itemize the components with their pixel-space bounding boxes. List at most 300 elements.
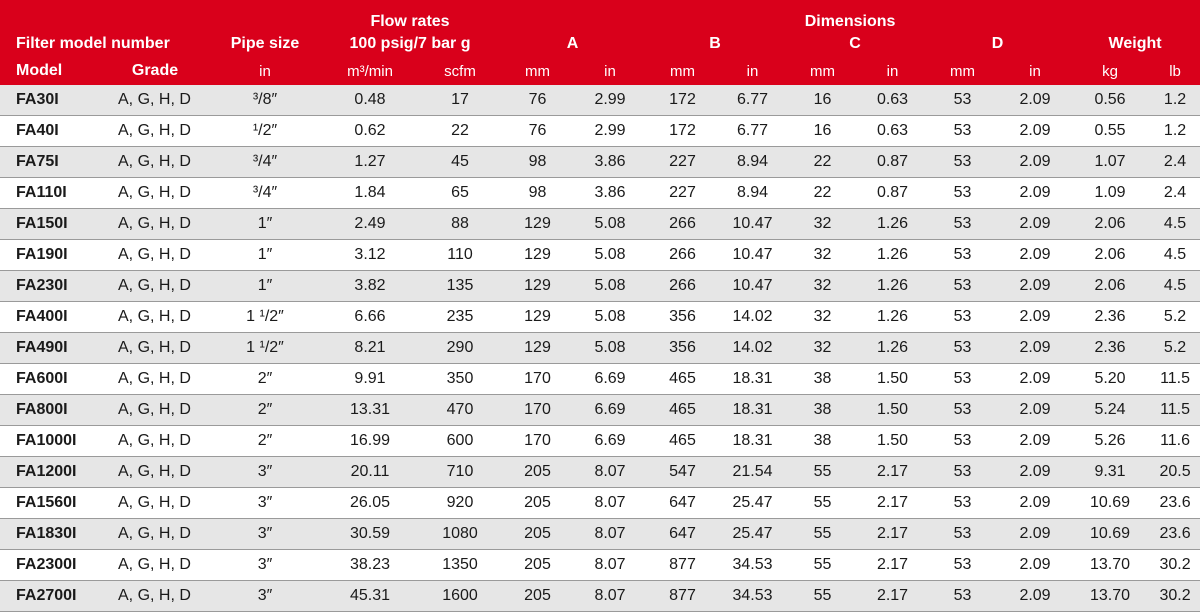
pipe-size-cell: 1″ [210,271,320,302]
c-mm-cell: 16 [785,85,860,116]
c-mm-cell: 32 [785,302,860,333]
flow-scfm-cell: 45 [420,147,500,178]
b-in-cell: 10.47 [720,240,785,271]
kg-cell: 1.09 [1070,178,1150,209]
kg-cell: 5.24 [1070,395,1150,426]
table-row [0,302,1200,333]
flow-m3-cell: 26.05 [320,488,420,519]
b-mm-cell: 877 [645,581,720,612]
c-mm-cell: 32 [785,209,860,240]
kg-unit: kg [1102,62,1118,80]
lb-cell: 30.2 [1150,581,1200,612]
b-mm-cell: 465 [645,426,720,457]
c-mm-cell: 55 [785,457,860,488]
table-row [0,457,1200,488]
table-row [0,426,1200,457]
b-in-cell: 25.47 [720,488,785,519]
grade-cell: A, G, H, D [100,364,210,395]
model-cell: FA2300I [0,550,100,581]
b-mm-cell: 356 [645,302,720,333]
a-in-cell: 8.07 [575,550,645,581]
d-in-cell: 2.09 [1000,457,1070,488]
model-cell: FA110I [0,178,100,209]
a-in-cell: 2.99 [575,85,645,116]
grade-cell: A, G, H, D [100,457,210,488]
pipe-size-cell: 3″ [210,488,320,519]
d-mm-cell: 53 [925,178,1000,209]
d-mm-unit: mm [950,62,976,80]
grade-heading: Grade [131,62,179,79]
a-mm-cell: 205 [500,550,575,581]
c-in-cell: 1.26 [860,240,925,271]
flow-m3-cell: 9.91 [320,364,420,395]
a-mm-cell: 76 [500,116,575,147]
flow-scfm-cell: 110 [420,240,500,271]
table-row [0,519,1200,550]
flow-scfm-unit: scfm [444,62,476,80]
flow-scfm-cell: 600 [420,426,500,457]
pipe-size-cell: ³/4″ [210,147,320,178]
flow-scfm-cell: 1600 [420,581,500,612]
kg-cell: 5.20 [1070,364,1150,395]
b-mm-cell: 266 [645,240,720,271]
lb-cell: 5.2 [1150,333,1200,364]
dimension-a-heading: A [566,34,579,52]
model-cell: FA1560I [0,488,100,519]
lb-cell: 5.2 [1150,302,1200,333]
kg-cell: 0.55 [1070,116,1150,147]
b-in-cell: 14.02 [720,302,785,333]
b-in-cell: 8.94 [720,178,785,209]
lb-cell: 23.6 [1150,519,1200,550]
a-in-cell: 6.69 [575,395,645,426]
b-in-cell: 10.47 [720,271,785,302]
lb-cell: 1.2 [1150,85,1200,116]
d-mm-cell: 53 [925,271,1000,302]
flow-m3-cell: 8.21 [320,333,420,364]
kg-cell: 2.06 [1070,240,1150,271]
d-mm-cell: 53 [925,395,1000,426]
b-in-cell: 10.47 [720,209,785,240]
c-mm-cell: 32 [785,271,860,302]
pipe-size-cell: 1″ [210,240,320,271]
c-mm-cell: 55 [785,488,860,519]
flow-m3-cell: 6.66 [320,302,420,333]
a-in-cell: 8.07 [575,581,645,612]
kg-cell: 1.07 [1070,147,1150,178]
pipe-size-cell: 2″ [210,364,320,395]
model-cell: FA230I [0,271,100,302]
c-in-cell: 2.17 [860,457,925,488]
c-in-cell: 0.63 [860,85,925,116]
c-mm-cell: 32 [785,240,860,271]
filter-model-number-heading: Filter model number [16,34,170,52]
table-header [0,0,1200,85]
header-row-top [0,0,1200,30]
c-in-cell: 2.17 [860,488,925,519]
model-cell: FA490I [0,333,100,364]
c-in-cell: 1.26 [860,333,925,364]
a-in-cell: 5.08 [575,271,645,302]
kg-cell: 10.69 [1070,519,1150,550]
a-mm-cell: 170 [500,426,575,457]
lb-cell: 20.5 [1150,457,1200,488]
table-row [0,333,1200,364]
table-row [0,271,1200,302]
flow-m3-cell: 1.27 [320,147,420,178]
pipe-size-cell: ³/8″ [210,85,320,116]
grade-cell: A, G, H, D [100,395,210,426]
a-mm-unit: mm [525,62,551,80]
d-mm-cell: 53 [925,581,1000,612]
a-mm-cell: 129 [500,302,575,333]
b-mm-cell: 877 [645,550,720,581]
table-row [0,209,1200,240]
d-in-cell: 2.09 [1000,488,1070,519]
pipe-size-cell: 1″ [210,209,320,240]
b-in-cell: 6.77 [720,85,785,116]
table-row [0,581,1200,612]
pipe-size-heading: Pipe size [230,34,300,52]
c-mm-cell: 38 [785,426,860,457]
model-cell: FA1000I [0,426,100,457]
pipe-size-cell: 2″ [210,395,320,426]
d-in-cell: 2.09 [1000,240,1070,271]
d-mm-cell: 53 [925,426,1000,457]
table-row [0,85,1200,116]
d-mm-cell: 53 [925,488,1000,519]
flow-scfm-cell: 22 [420,116,500,147]
c-in-cell: 1.50 [860,426,925,457]
flow-m3-cell: 38.23 [320,550,420,581]
b-in-cell: 6.77 [720,116,785,147]
flow-m3-cell: 20.11 [320,457,420,488]
pipe-size-cell: 3″ [210,581,320,612]
b-mm-cell: 266 [645,271,720,302]
d-in-cell: 2.09 [1000,85,1070,116]
d-mm-cell: 53 [925,85,1000,116]
lb-cell: 11.6 [1150,426,1200,457]
c-in-cell: 2.17 [860,550,925,581]
b-in-cell: 8.94 [720,147,785,178]
pipe-size-cell: ¹/2″ [210,116,320,147]
model-heading: Model [16,62,63,79]
d-mm-cell: 53 [925,364,1000,395]
b-in-cell: 18.31 [720,395,785,426]
a-mm-cell: 205 [500,581,575,612]
b-in-cell: 34.53 [720,581,785,612]
lb-cell: 2.4 [1150,147,1200,178]
d-in-cell: 2.09 [1000,147,1070,178]
lb-cell: 30.2 [1150,550,1200,581]
kg-cell: 2.06 [1070,271,1150,302]
model-cell: FA75I [0,147,100,178]
d-in-cell: 2.09 [1000,519,1070,550]
b-mm-cell: 227 [645,178,720,209]
flow-m3-cell: 0.48 [320,85,420,116]
c-mm-cell: 55 [785,550,860,581]
flow-scfm-cell: 1350 [420,550,500,581]
kg-cell: 13.70 [1070,581,1150,612]
kg-cell: 5.26 [1070,426,1150,457]
model-cell: FA1830I [0,519,100,550]
dimension-c-heading: C [849,34,861,52]
table-body [0,85,1200,612]
kg-cell: 2.06 [1070,209,1150,240]
grade-cell: A, G, H, D [100,581,210,612]
d-in-cell: 2.09 [1000,209,1070,240]
d-mm-cell: 53 [925,550,1000,581]
b-in-cell: 34.53 [720,550,785,581]
model-cell: FA1200I [0,457,100,488]
d-mm-cell: 53 [925,116,1000,147]
lb-unit: lb [1169,62,1181,80]
a-in-cell: 3.86 [575,178,645,209]
c-in-unit: in [886,62,899,80]
d-in-cell: 2.09 [1000,271,1070,302]
flow-scfm-cell: 88 [420,209,500,240]
lb-cell: 4.5 [1150,209,1200,240]
d-in-cell: 2.09 [1000,333,1070,364]
c-in-cell: 1.26 [860,271,925,302]
grade-cell: A, G, H, D [100,550,210,581]
a-mm-cell: 129 [500,240,575,271]
a-in-cell: 2.99 [575,116,645,147]
flow-m3-cell: 30.59 [320,519,420,550]
table-row [0,395,1200,426]
b-mm-cell: 465 [645,395,720,426]
kg-cell: 10.69 [1070,488,1150,519]
pipe-size-cell: 1 ¹/2″ [210,302,320,333]
d-in-cell: 2.09 [1000,178,1070,209]
kg-cell: 2.36 [1070,302,1150,333]
b-mm-cell: 647 [645,488,720,519]
b-mm-cell: 356 [645,333,720,364]
d-in-cell: 2.09 [1000,116,1070,147]
model-cell: FA600I [0,364,100,395]
a-in-cell: 8.07 [575,488,645,519]
d-in-unit: in [1029,62,1041,80]
model-cell: FA190I [0,240,100,271]
a-in-unit: in [604,62,616,80]
b-mm-cell: 227 [645,147,720,178]
b-mm-cell: 547 [645,457,720,488]
c-mm-cell: 55 [785,581,860,612]
a-mm-cell: 98 [500,147,575,178]
b-mm-cell: 647 [645,519,720,550]
lb-cell: 2.4 [1150,178,1200,209]
a-in-cell: 6.69 [575,426,645,457]
weight-heading: Weight [1108,34,1162,52]
grade-cell: A, G, H, D [100,519,210,550]
kg-cell: 13.70 [1070,550,1150,581]
flow-m3-cell: 3.12 [320,240,420,271]
c-in-cell: 2.17 [860,581,925,612]
flow-rates-pressure-heading: 100 psig/7 bar g [349,34,471,52]
kg-cell: 2.36 [1070,333,1150,364]
grade-cell: A, G, H, D [100,209,210,240]
model-cell: FA400I [0,302,100,333]
pipe-size-cell: 3″ [210,519,320,550]
grade-cell: A, G, H, D [100,333,210,364]
b-mm-cell: 172 [645,85,720,116]
a-mm-cell: 76 [500,85,575,116]
d-in-cell: 2.09 [1000,426,1070,457]
d-in-cell: 2.09 [1000,395,1070,426]
grade-cell: A, G, H, D [100,240,210,271]
d-mm-cell: 53 [925,302,1000,333]
a-in-cell: 8.07 [575,519,645,550]
model-cell: FA800I [0,395,100,426]
d-in-cell: 2.09 [1000,550,1070,581]
d-mm-cell: 53 [925,333,1000,364]
flow-scfm-cell: 17 [420,85,500,116]
a-mm-cell: 129 [500,271,575,302]
c-in-cell: 0.63 [860,116,925,147]
grade-cell: A, G, H, D [100,302,210,333]
kg-cell: 0.56 [1070,85,1150,116]
flow-scfm-cell: 1080 [420,519,500,550]
a-in-cell: 6.69 [575,364,645,395]
a-mm-cell: 98 [500,178,575,209]
grade-cell: A, G, H, D [100,271,210,302]
a-mm-cell: 170 [500,395,575,426]
pipe-size-cell: ³/4″ [210,178,320,209]
a-mm-cell: 205 [500,457,575,488]
pipe-size-cell: 3″ [210,457,320,488]
d-mm-cell: 53 [925,240,1000,271]
grade-cell: A, G, H, D [100,116,210,147]
kg-cell: 9.31 [1070,457,1150,488]
grade-cell: A, G, H, D [100,85,210,116]
a-in-cell: 8.07 [575,457,645,488]
pipe-unit: in [259,62,271,80]
c-in-cell: 1.50 [860,364,925,395]
b-in-cell: 21.54 [720,457,785,488]
c-in-cell: 1.26 [860,302,925,333]
grade-cell: A, G, H, D [100,178,210,209]
pipe-size-cell: 2″ [210,426,320,457]
c-mm-cell: 32 [785,333,860,364]
d-in-cell: 2.09 [1000,302,1070,333]
flow-m3-cell: 45.31 [320,581,420,612]
flow-m3-cell: 1.84 [320,178,420,209]
b-in-unit: in [746,62,759,80]
lb-cell: 23.6 [1150,488,1200,519]
b-in-cell: 18.31 [720,426,785,457]
c-mm-cell: 22 [785,178,860,209]
d-mm-cell: 53 [925,519,1000,550]
table-row [0,178,1200,209]
flow-scfm-cell: 350 [420,364,500,395]
lb-cell: 4.5 [1150,271,1200,302]
c-in-cell: 1.26 [860,209,925,240]
b-mm-cell: 465 [645,364,720,395]
c-in-cell: 0.87 [860,147,925,178]
c-mm-cell: 38 [785,395,860,426]
c-mm-cell: 16 [785,116,860,147]
table-row [0,364,1200,395]
d-mm-cell: 53 [925,147,1000,178]
a-in-cell: 3.86 [575,147,645,178]
a-mm-cell: 129 [500,333,575,364]
c-in-cell: 0.87 [860,178,925,209]
model-cell: FA30I [0,85,100,116]
a-in-cell: 5.08 [575,302,645,333]
flow-m3-cell: 3.82 [320,271,420,302]
dimension-d-heading: D [991,34,1004,52]
b-mm-cell: 266 [645,209,720,240]
model-cell: FA150I [0,209,100,240]
flow-scfm-cell: 710 [420,457,500,488]
flow-m3-cell: 16.99 [320,426,420,457]
dimension-b-heading: B [709,34,721,52]
b-mm-cell: 172 [645,116,720,147]
pipe-size-cell: 1 ¹/2″ [210,333,320,364]
table-row [0,116,1200,147]
table-row [0,147,1200,178]
b-mm-unit: mm [670,62,696,80]
d-mm-cell: 53 [925,209,1000,240]
flow-scfm-cell: 65 [420,178,500,209]
d-mm-cell: 53 [925,457,1000,488]
flow-scfm-cell: 290 [420,333,500,364]
flow-scfm-cell: 135 [420,271,500,302]
a-mm-cell: 129 [500,209,575,240]
lb-cell: 11.5 [1150,395,1200,426]
c-mm-cell: 55 [785,519,860,550]
flow-scfm-cell: 235 [420,302,500,333]
d-in-cell: 2.09 [1000,364,1070,395]
header-row-middle [0,30,1200,57]
c-in-cell: 2.17 [860,519,925,550]
lb-cell: 11.5 [1150,364,1200,395]
lb-cell: 1.2 [1150,116,1200,147]
flow-m3-cell: 13.31 [320,395,420,426]
b-in-cell: 18.31 [720,364,785,395]
c-mm-cell: 38 [785,364,860,395]
flow-scfm-cell: 470 [420,395,500,426]
table-row [0,550,1200,581]
lb-cell: 4.5 [1150,240,1200,271]
flow-m3-cell: 0.62 [320,116,420,147]
a-in-cell: 5.08 [575,333,645,364]
flow-rates-heading: Flow rates [370,13,450,30]
a-mm-cell: 170 [500,364,575,395]
d-in-cell: 2.09 [1000,581,1070,612]
table-row [0,488,1200,519]
a-mm-cell: 205 [500,519,575,550]
model-cell: FA2700I [0,581,100,612]
table-row [0,240,1200,271]
header-row-units [0,57,1200,85]
b-in-cell: 14.02 [720,333,785,364]
grade-cell: A, G, H, D [100,147,210,178]
grade-cell: A, G, H, D [100,426,210,457]
dimensions-heading: Dimensions [804,13,896,30]
pipe-size-cell: 3″ [210,550,320,581]
flow-m3-unit: m³/min [347,62,393,80]
c-mm-unit: mm [810,62,836,80]
model-cell: FA40I [0,116,100,147]
a-mm-cell: 205 [500,488,575,519]
b-in-cell: 25.47 [720,519,785,550]
c-mm-cell: 22 [785,147,860,178]
flow-m3-cell: 2.49 [320,209,420,240]
flow-scfm-cell: 920 [420,488,500,519]
c-in-cell: 1.50 [860,395,925,426]
a-in-cell: 5.08 [575,209,645,240]
